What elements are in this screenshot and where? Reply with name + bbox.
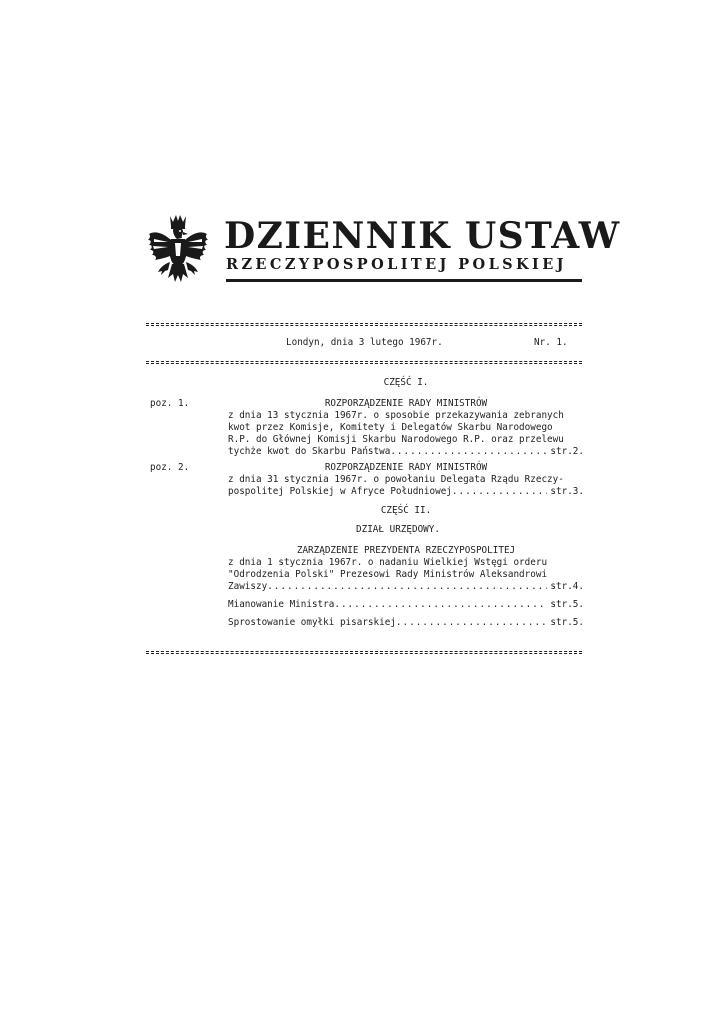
part1-heading: CZĘŚĆ I.	[383, 377, 429, 388]
entry1-title: ROZPORZĄDZENIE RADY MINISTRÓW	[324, 398, 488, 409]
dot-leader	[452, 486, 548, 498]
part2-heading: CZĘŚĆ II.	[380, 505, 432, 516]
entry1-last-line: tychże kwot do Skarbu Państwa	[228, 446, 391, 457]
entry1-position: poz. 1.	[150, 398, 190, 409]
entry2-page-ref: str.3.	[550, 486, 584, 497]
dot-leader	[390, 446, 547, 458]
entry2-leader-line	[228, 486, 584, 498]
white-eagle-emblem-icon	[146, 212, 210, 290]
entry1-line: R.P. do Głównej Komisji Skarbu Narodowego R.P. oraz przelewu	[228, 434, 564, 445]
decree-title: ZARZĄDZENIE PREZYDENTA RZECZYPOSPOLITEJ	[296, 545, 516, 556]
dot-leader	[396, 617, 547, 629]
issue-number: Nr. 1.	[534, 337, 568, 348]
item1-label: Mianowanie Ministra	[228, 599, 335, 610]
item1-page-ref: str.5.	[550, 599, 584, 610]
entry2-position: poz. 2.	[150, 462, 190, 473]
item-minister-appointment	[228, 599, 584, 611]
item2-page-ref: str.5.	[550, 617, 584, 628]
dot-leader	[334, 599, 547, 611]
item2-label: Sprostowanie omyłki pisarskiej	[228, 617, 396, 628]
entry1-line: z dnia 13 stycznia 1967r. o sposobie przekazywania zebranych	[228, 410, 564, 421]
decree-page-ref: str.4.	[550, 581, 584, 592]
entry1-leader-line	[228, 446, 584, 458]
dot-leader	[267, 581, 547, 593]
item2-leader-line	[228, 617, 584, 629]
part2-section: DZIAŁ URZĘDOWY.	[356, 524, 440, 535]
gazette-title: DZIENNIK USTAW	[224, 215, 621, 257]
entry2-body	[228, 474, 584, 498]
masthead-rule	[226, 279, 582, 282]
decree-line: z dnia 1 stycznia 1967r. o nadaniu Wielkiej Wstęgi orderu	[228, 557, 548, 568]
entry1-line: kwot przez Komisje, Komitety i Delegatów Skarbu Narodowego	[228, 422, 553, 433]
item-clerical-correction	[228, 617, 584, 629]
decree-body	[228, 557, 584, 593]
decree-leader-line	[228, 581, 584, 593]
entry1-body	[228, 410, 584, 458]
item1-leader-line	[228, 599, 584, 611]
decree-last-line: Zawiszy	[228, 581, 268, 592]
entry1-page-ref: str.2.	[550, 446, 584, 457]
issue-place-date: Londyn, dnia 3 lutego 1967r.	[286, 337, 443, 348]
bottom-divider	[146, 651, 582, 654]
masthead	[146, 212, 621, 292]
entry2-line: z dnia 31 stycznia 1967r. o powołaniu Delegata Rządu Rzeczy-	[228, 474, 564, 485]
decree-line: "Odrodzenia Polski" Prezesowi Rady Ministrów Aleksandrowi	[228, 569, 548, 580]
entry2-last-line: pospolitej Polskiej w Afryce Południowej	[228, 486, 452, 497]
gazette-subtitle: RZECZYPOSPOLITEJ POLSKIEJ	[226, 256, 567, 273]
entry2-title: ROZPORZĄDZENIE RADY MINISTRÓW	[324, 462, 488, 473]
top-divider	[146, 323, 582, 326]
header-divider	[146, 361, 582, 364]
